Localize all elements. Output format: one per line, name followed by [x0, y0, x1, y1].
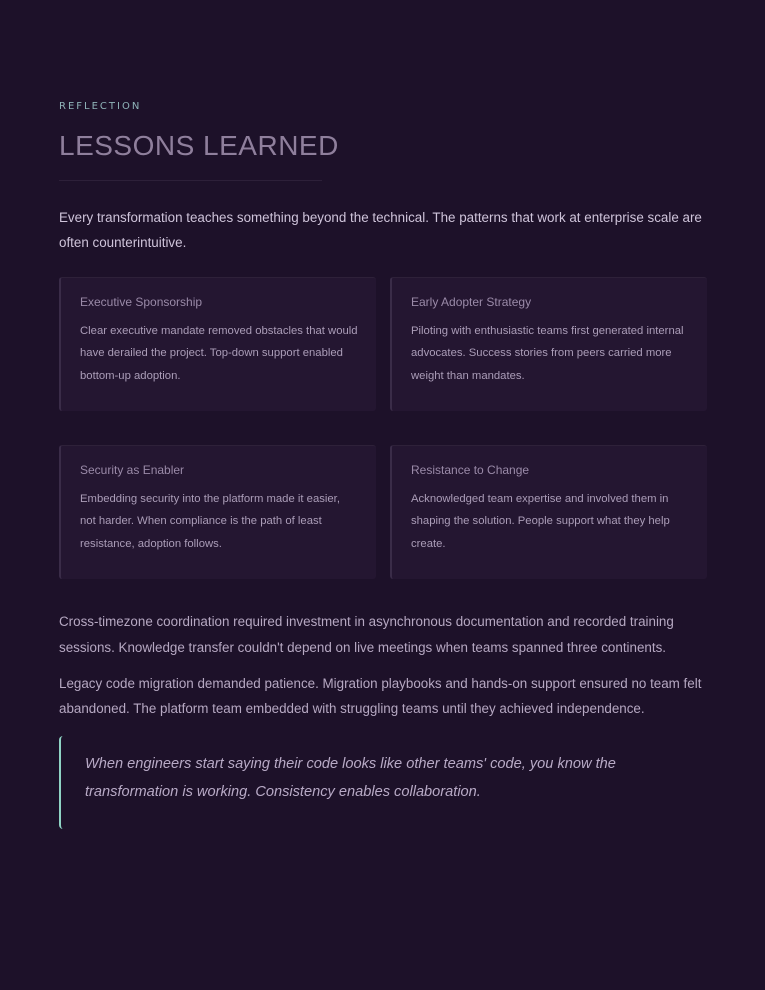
card-title: Resistance to Change [411, 463, 530, 477]
card-body: Clear executive mandate removed obstacles that would have derailed the project. Top-down support enabled bottom-up adoption. [80, 325, 358, 382]
card-body: Embedding security into the platform made it easier, not harder. When compliance is the path of least resistance, adoption follows. [80, 493, 340, 550]
lessons-card-grid [59, 277, 707, 579]
pull-quote-text: When engineers start saying their code looks like other teams' code, you know the transformation is working. Consistency enables collaboration. [85, 756, 616, 801]
page-title: LESSONS LEARNED [59, 130, 339, 161]
card-title: Executive Sponsorship [80, 295, 203, 309]
lesson-card-executive-sponsorship [59, 277, 376, 411]
card-body: Acknowledged team expertise and involved them in shaping the solution. People support what they help create. [411, 493, 670, 550]
lesson-card-resistance-to-change [390, 445, 707, 579]
card-title: Early Adopter Strategy [411, 295, 532, 309]
card-title: Security as Enabler [80, 463, 185, 477]
intro-paragraph: Every transformation teaches something beyond the technical. The patterns that work at enterprise scale are often counterintuitive. [59, 210, 702, 250]
card-body: Piloting with enthusiastic teams first generated internal advocates. Success stories from peers carried more weight than mandates. [411, 325, 684, 382]
lesson-card-security-as-enabler [59, 445, 376, 579]
section-eyebrow: REFLECTION [59, 101, 142, 112]
title-divider [59, 180, 322, 181]
lessons-learned-section [59, 100, 707, 829]
body-paragraph-legacy-migration: Legacy code migration demanded patience. Migration playbooks and hands-on support ensured no team felt abandoned. The platform team embedded with struggling teams until they achieved independence. [59, 675, 702, 717]
body-paragraph-timezone: Cross-timezone coordination required investment in asynchronous documentation and recorded training sessions. Knowledge transfer couldn't depend on live meetings when teams spanned three continents. [59, 614, 674, 655]
pull-quote [59, 736, 707, 829]
lesson-card-early-adopter-strategy [390, 277, 707, 411]
